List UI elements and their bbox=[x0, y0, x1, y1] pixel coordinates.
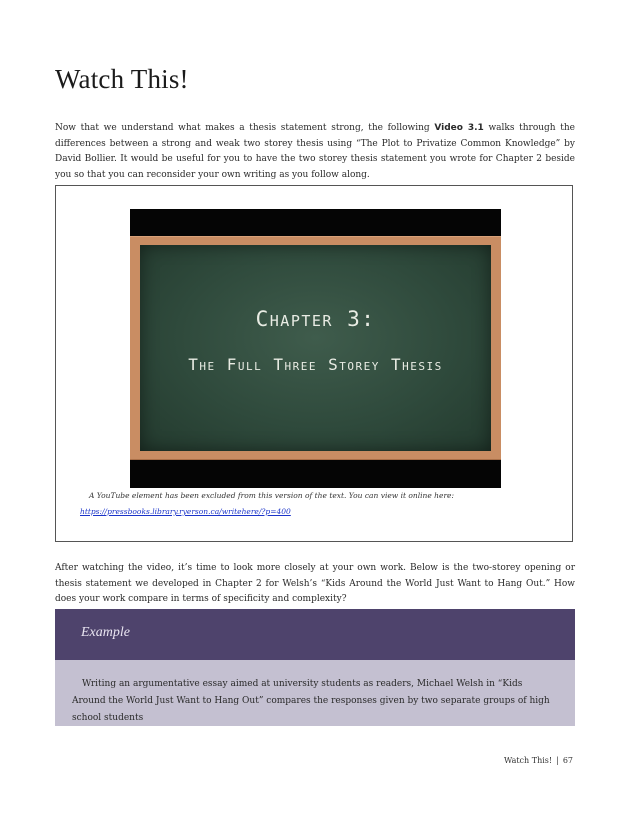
chalkboard bbox=[140, 245, 491, 451]
example-body bbox=[55, 660, 575, 726]
video-thumbnail[interactable] bbox=[130, 209, 501, 488]
intro-text-after: walks through the differences between a strong and weak two storey thesis using “The Plot to Privatize Common Knowledge” by David Bollier. It would be useful for you to have the two storey thesis statement you wrote for Chapter 2 beside you so that you can reconsider your own writing as you follow along. bbox=[55, 123, 575, 180]
chalk-title-line1: Chapter 3: bbox=[255, 307, 376, 331]
page-number: 67 bbox=[562, 756, 573, 765]
example-text: Writing an argumentative essay aimed at university students as readers, Michael Welsh in “Kids Around the World Just Want to Hang Out” compares the responses given by two separate groups of high school students bbox=[72, 679, 550, 723]
intro-paragraph bbox=[55, 121, 575, 183]
example-title: Example bbox=[81, 625, 130, 640]
after-video-paragraph: After watching the video, it’s time to look more closely at your own work. Below is the two-storey opening or thesis statement we developed in Chapter 2 for Welsh’s “Kids Around the World Just Want to Hang Out.” How does your work compare in terms of specificity and complexity? bbox=[55, 563, 575, 604]
video-caption: A YouTube element has been excluded from this version of the text. You can view it online here: bbox=[89, 491, 455, 500]
chalkboard-frame bbox=[130, 236, 501, 460]
intro-text-before: Now that we understand what makes a thesis statement strong, the following bbox=[55, 123, 435, 133]
video-reference: Video 3.1 bbox=[434, 123, 484, 133]
video-embed-box bbox=[55, 185, 573, 542]
page-footer bbox=[504, 756, 573, 765]
footer-separator: | bbox=[556, 756, 559, 765]
page-heading: Watch This! bbox=[55, 64, 189, 94]
video-link[interactable]: https://pressbooks.library.ryerson.ca/writehere/?p=400 bbox=[80, 507, 291, 516]
footer-section: Watch This! bbox=[504, 756, 553, 765]
chalk-title-line2: The Full Three Storey Thesis bbox=[188, 355, 443, 374]
example-header bbox=[55, 609, 575, 660]
